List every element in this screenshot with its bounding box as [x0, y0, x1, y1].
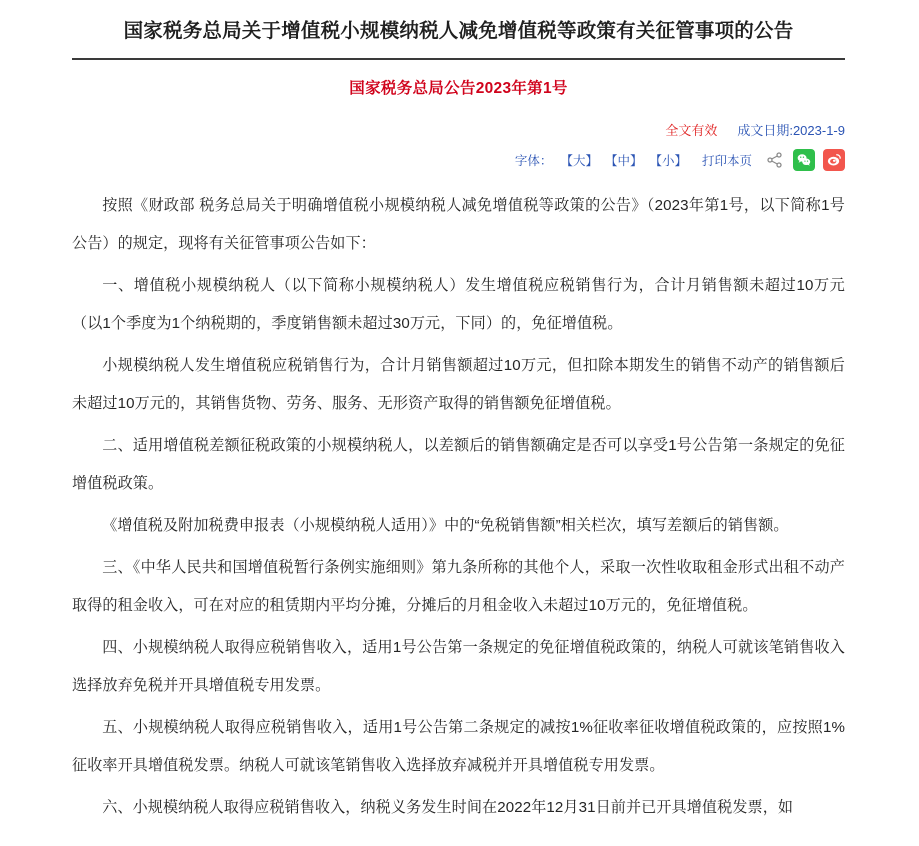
- status-badge: 全文有效: [665, 123, 718, 139]
- document-meta: [0, 102, 919, 139]
- page-title: 国家税务总局关于增值税小规模纳税人减免增值税等政策有关征管事项的公告: [123, 20, 794, 42]
- font-size-large-button[interactable]: 【大】: [560, 154, 598, 169]
- body-paragraph: 按照《财政部 税务总局关于明确增值税小规模纳税人减免增值税等政策的公告》（2023年第1号，以下简称1号公告）的规定，现将有关征管事项公告如下：: [72, 197, 845, 253]
- document-header: [0, 0, 919, 102]
- body-paragraph: 四、小规模纳税人取得应税销售收入，适用1号公告第一条规定的免征增值税政策的，纳税人可就该笔销售收入选择放弃免税并开具增值税专用发票。: [72, 639, 845, 695]
- document-toolbar: [0, 139, 919, 171]
- font-size-label: 字体：: [514, 154, 553, 169]
- body-paragraph: 三、《中华人民共和国增值税暂行条例实施细则》第九条所称的其他个人，采取一次性收取租金形式出租不动产取得的租金收入，可在对应的租赁期内平均分摊，分摊后的月租金收入未超过10万元的，免征增值税。: [72, 559, 845, 615]
- document-body: [0, 171, 919, 831]
- print-page-button[interactable]: 打印本页: [701, 154, 752, 169]
- document-number: 国家税务总局公告2023年第1号: [349, 80, 568, 98]
- body-paragraph: 六、小规模纳税人取得应税销售收入，纳税义务发生时间在2022年12月31日前并已开具增值税发票，如: [102, 799, 794, 817]
- issue-date: 成文日期:2023-1-9: [737, 123, 845, 139]
- font-size-medium-button[interactable]: 【中】: [604, 154, 643, 169]
- body-paragraph: 五、小规模纳税人取得应税销售收入，适用1号公告第二条规定的减按1%征收率征收增值税政策的，应按照1%征收率开具增值税发票。纳税人可就该笔销售收入选择放弃减税并开具增值税专用发票。: [72, 719, 845, 775]
- share-group: [765, 149, 845, 171]
- font-size-small-button[interactable]: 【小】: [649, 154, 687, 169]
- body-paragraph: 一、增值税小规模纳税人（以下简称小规模纳税人）发生增值税应税销售行为，合计月销售额未超过10万元（以1个季度为1个纳税期的，季度销售额未超过30万元，下同）的，免征增值税。: [72, 277, 845, 333]
- share-icon[interactable]: [765, 150, 785, 170]
- wechat-icon[interactable]: [793, 149, 815, 171]
- body-paragraph: 小规模纳税人发生增值税应税销售行为，合计月销售额超过10万元，但扣除本期发生的销售不动产的销售额后未超过10万元的，其销售货物、劳务、服务、无形资产取得的销售额免征增值税。: [72, 357, 845, 413]
- weibo-icon[interactable]: [823, 149, 845, 171]
- body-paragraph: 二、适用增值税差额征税政策的小规模纳税人，以差额后的销售额确定是否可以享受1号公告第一条规定的免征增值税政策。: [72, 437, 845, 493]
- body-paragraph: 《增值税及附加税费申报表（小规模纳税人适用）》中的“免税销售额”相关栏次，填写差额后的销售额。: [102, 517, 789, 535]
